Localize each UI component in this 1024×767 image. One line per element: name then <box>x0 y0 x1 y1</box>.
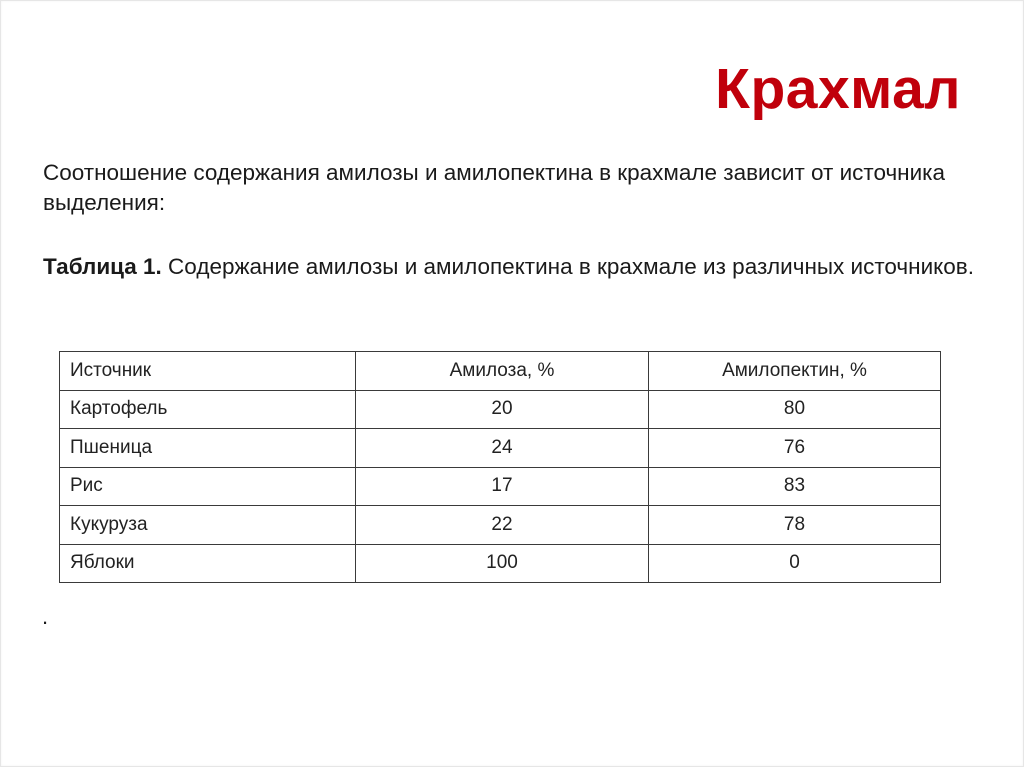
cell-source: Картофель <box>60 390 356 429</box>
table-row <box>60 506 941 545</box>
cell-amylose: 20 <box>356 390 649 429</box>
cell-amylopectin: 0 <box>649 544 941 583</box>
header-source: Источник <box>60 352 356 391</box>
cell-source: Пшеница <box>60 429 356 468</box>
table-row <box>60 467 941 506</box>
header-amylose: Амилоза, % <box>356 352 649 391</box>
intro-paragraph: Соотношение содержания амилозы и амилопектина в крахмале зависит от источника выделения: <box>43 160 946 215</box>
cell-amylopectin: 83 <box>649 467 941 506</box>
cell-amylose: 24 <box>356 429 649 468</box>
table-caption-label: Таблица 1. <box>43 254 162 279</box>
cell-source: Кукуруза <box>60 506 356 545</box>
trailing-mark: . <box>42 604 49 629</box>
cell-amylopectin: 78 <box>649 506 941 545</box>
table-row <box>60 544 941 583</box>
cell-source: Яблоки <box>60 544 356 583</box>
table-row <box>60 429 941 468</box>
table-row <box>60 390 941 429</box>
cell-amylopectin: 76 <box>649 429 941 468</box>
table-caption <box>43 252 993 282</box>
cell-source: Рис <box>60 467 356 506</box>
table-caption-text: Содержание амилозы и амилопектина в крахмале из различных источников. <box>161 254 974 279</box>
cell-amylose: 100 <box>356 544 649 583</box>
cell-amylose: 22 <box>356 506 649 545</box>
slide-title: Крахмал <box>715 57 961 121</box>
cell-amylose: 17 <box>356 467 649 506</box>
header-amylopectin: Амилопектин, % <box>649 352 941 391</box>
starch-table <box>59 351 941 583</box>
cell-amylopectin: 80 <box>649 390 941 429</box>
table-header-row <box>60 352 941 391</box>
